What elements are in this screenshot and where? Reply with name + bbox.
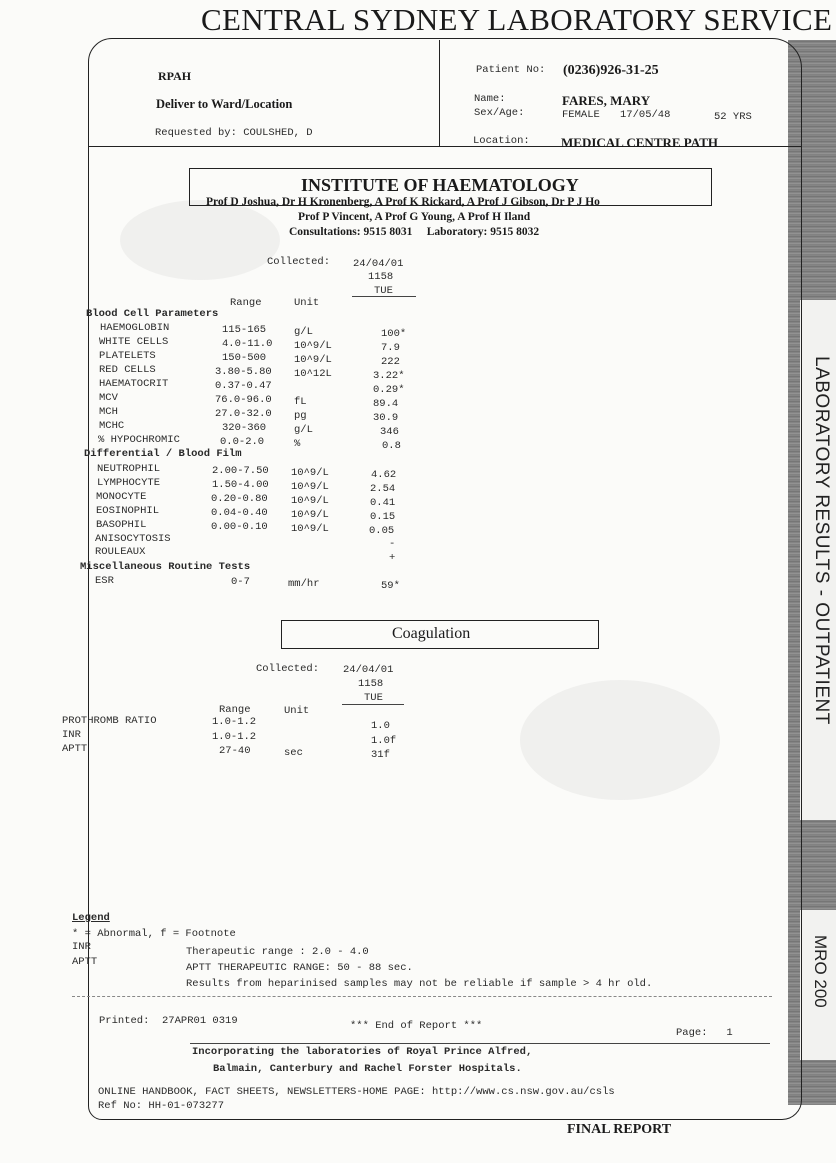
unit-header: Unit (294, 297, 320, 309)
test-name: EOSINOPHIL (96, 505, 160, 517)
test-name: MCH (99, 406, 118, 418)
coag-test-name: INR (62, 729, 81, 741)
legend-title: Legend (72, 912, 110, 924)
location-label: Location: (473, 135, 530, 147)
test-value: 7.9 (381, 342, 400, 354)
test-value: 0.8 (382, 440, 401, 452)
test-unit: g/L (294, 326, 313, 338)
side-code: MRO 200 (811, 935, 830, 1008)
final-report: FINAL REPORT (567, 1122, 672, 1137)
ref-number: Ref No: HH-01-073277 (98, 1100, 225, 1112)
page-number: Page: 1 (676, 1027, 733, 1039)
collected-day: TUE (374, 285, 393, 297)
test-name: HAEMATOCRIT (99, 378, 169, 390)
test-value: - (389, 538, 396, 550)
test-unit: 10^9/L (291, 481, 329, 493)
hospital: RPAH (158, 69, 192, 83)
coag-collected-label: Collected: (256, 663, 320, 675)
test-range: 115-165 (222, 324, 267, 336)
location: MEDICAL CENTRE PATH (561, 135, 718, 150)
test-name: ROULEAUX (95, 546, 146, 558)
test-range: 27.0-32.0 (215, 408, 272, 420)
coag-unit-header: Unit (284, 705, 310, 717)
test-range: 76.0-96.0 (215, 394, 272, 406)
sexage-label: Sex/Age: (474, 107, 525, 119)
test-unit: 10^9/L (291, 467, 329, 479)
legend-inr-label: INR (72, 941, 91, 953)
name-label: Name: (474, 93, 506, 105)
test-range: 3.80-5.80 (215, 366, 272, 378)
day-underline (352, 296, 416, 297)
online-handbook: ONLINE HANDBOOK, FACT SHEETS, NEWSLETTERS-HOME PAGE: http://www.cs.nsw.gov.au/csls (98, 1086, 615, 1098)
header-vertical-divider (439, 40, 440, 146)
deliver-label: Deliver to Ward/Location (156, 97, 293, 111)
test-value: 100* (381, 328, 407, 340)
test-unit: 10^9/L (294, 354, 332, 366)
test-range: 0-7 (231, 576, 250, 588)
test-name: BASOPHIL (96, 519, 147, 531)
collected-time: 1158 (368, 271, 394, 283)
institute-title: INSTITUTE OF HAEMATOLOGY (301, 175, 579, 195)
patient-name: FARES, MARY (562, 93, 651, 108)
test-unit: % (294, 438, 301, 450)
test-range: 0.0-2.0 (220, 436, 265, 448)
test-range: 150-500 (222, 352, 267, 364)
test-range: 1.50-4.00 (212, 479, 269, 491)
test-name: % HYPOCHROMIC (98, 434, 180, 446)
coagulation-title: Coagulation (392, 625, 471, 642)
coag-range-header: Range (219, 704, 251, 716)
collected-date: 24/04/01 (353, 258, 404, 270)
test-value: 89.4 (373, 398, 399, 410)
test-value: 222 (381, 356, 400, 368)
test-unit: 10^9/L (291, 495, 329, 507)
test-name: RED CELLS (99, 364, 156, 376)
incorporating-line: Incorporating the laboratories of Royal Prince Alfred, (192, 1046, 533, 1058)
test-unit: fL (294, 396, 307, 408)
test-unit: 10^9/L (294, 340, 332, 352)
coag-collected-date: 24/04/01 (343, 664, 394, 676)
test-range: 2.00-7.50 (212, 465, 269, 477)
test-value: 3.22* (373, 370, 405, 382)
test-value: + (389, 552, 396, 564)
test-name: PLATELETS (99, 350, 156, 362)
test-unit: 10^9/L (291, 509, 329, 521)
patient-sex: FEMALE (562, 109, 600, 121)
test-name: MONOCYTE (96, 491, 147, 503)
test-value: 0.41 (370, 497, 396, 509)
test-value: 30.9 (373, 412, 399, 424)
footer-divider (72, 996, 772, 997)
test-unit: g/L (294, 424, 313, 436)
coag-test-range: 1.0-1.2 (212, 731, 257, 743)
section-differential: Differential / Blood Film (84, 448, 242, 460)
patient-no: (0236)926-31-25 (563, 63, 659, 78)
test-name: HAEMOGLOBIN (100, 322, 170, 334)
coag-day-underline (342, 704, 404, 705)
test-name: MCV (99, 392, 118, 404)
patient-dob: 17/05/48 (620, 109, 671, 121)
legend-aptt-label: APTT (72, 956, 98, 968)
test-value: 346 (380, 426, 399, 438)
test-range: 320-360 (222, 422, 267, 434)
coag-test-unit: sec (284, 747, 303, 759)
institute-staff: Prof P Vincent, A Prof G Young, A Prof H Iland (298, 211, 531, 223)
incorporating-line: Balmain, Canterbury and Rachel Forster Hospitals. (213, 1063, 522, 1075)
test-unit: mm/hr (288, 578, 320, 590)
test-value: 59* (381, 580, 400, 592)
side-label: LABORATORY RESULTS - OUTPATIENT (811, 356, 832, 725)
patient-age: 52 YRS (714, 111, 752, 123)
test-range: 0.37-0.47 (215, 380, 272, 392)
printed-date: Printed: 27APR01 0319 (99, 1015, 238, 1027)
test-value: 0.29* (373, 384, 405, 396)
test-name: ANISOCYTOSIS (95, 533, 171, 545)
test-value: 0.15 (370, 511, 396, 523)
coag-test-name: PROTHROMB RATIO (62, 715, 157, 727)
coag-collected-day: TUE (364, 692, 383, 704)
coag-test-range: 1.0-1.2 (212, 716, 257, 728)
test-range: 4.0-11.0 (222, 338, 273, 350)
test-unit: pg (294, 410, 307, 422)
page-title: CENTRAL SYDNEY LABORATORY SERVICE (201, 2, 833, 37)
test-unit: 10^12L (294, 368, 332, 380)
section-blood-cell: Blood Cell Parameters (86, 308, 219, 320)
test-name: NEUTROPHIL (97, 463, 161, 475)
institute-contacts: Consultations: 9515 8031 Laboratory: 9515 8032 (289, 226, 540, 238)
patient-no-label: Patient No: (476, 64, 546, 76)
coag-test-name: APTT (62, 743, 88, 755)
coag-collected-time: 1158 (358, 678, 384, 690)
coag-test-range: 27-40 (219, 745, 251, 757)
legend-line: * = Abnormal, f = Footnote (72, 928, 236, 940)
legend-aptt-text: APTT THERAPEUTIC RANGE: 50 - 88 sec. (186, 962, 413, 974)
test-range: 0.20-0.80 (211, 493, 268, 505)
coag-test-value: 31f (371, 749, 390, 761)
test-value: 0.05 (369, 525, 395, 537)
section-misc: Miscellaneous Routine Tests (80, 561, 251, 573)
end-of-report: *** End of Report *** (350, 1020, 483, 1032)
collected-label: Collected: (267, 256, 331, 268)
test-name: ESR (95, 575, 114, 587)
coag-test-value: 1.0 (371, 720, 390, 732)
legend-aptt-text2: Results from heparinised samples may not be reliable if sample > 4 hr old. (186, 978, 653, 990)
test-name: WHITE CELLS (99, 336, 169, 348)
test-range: 0.04-0.40 (211, 507, 268, 519)
legend-inr-text: Therapeutic range : 2.0 - 4.0 (186, 946, 369, 958)
test-name: LYMPHOCYTE (97, 477, 161, 489)
test-range: 0.00-0.10 (211, 521, 268, 533)
coag-test-value: 1.0f (371, 735, 397, 747)
test-value: 2.54 (370, 483, 396, 495)
test-name: MCHC (99, 420, 125, 432)
requested-by: Requested by: COULSHED, D (155, 127, 313, 139)
range-header: Range (230, 297, 262, 309)
test-unit: 10^9/L (291, 523, 329, 535)
footer-rule (190, 1043, 770, 1044)
institute-staff: Prof D Joshua, Dr H Kronenberg, A Prof K Rickard, A Prof J Gibson, Dr P J Ho (206, 196, 600, 208)
test-value: 4.62 (371, 469, 397, 481)
